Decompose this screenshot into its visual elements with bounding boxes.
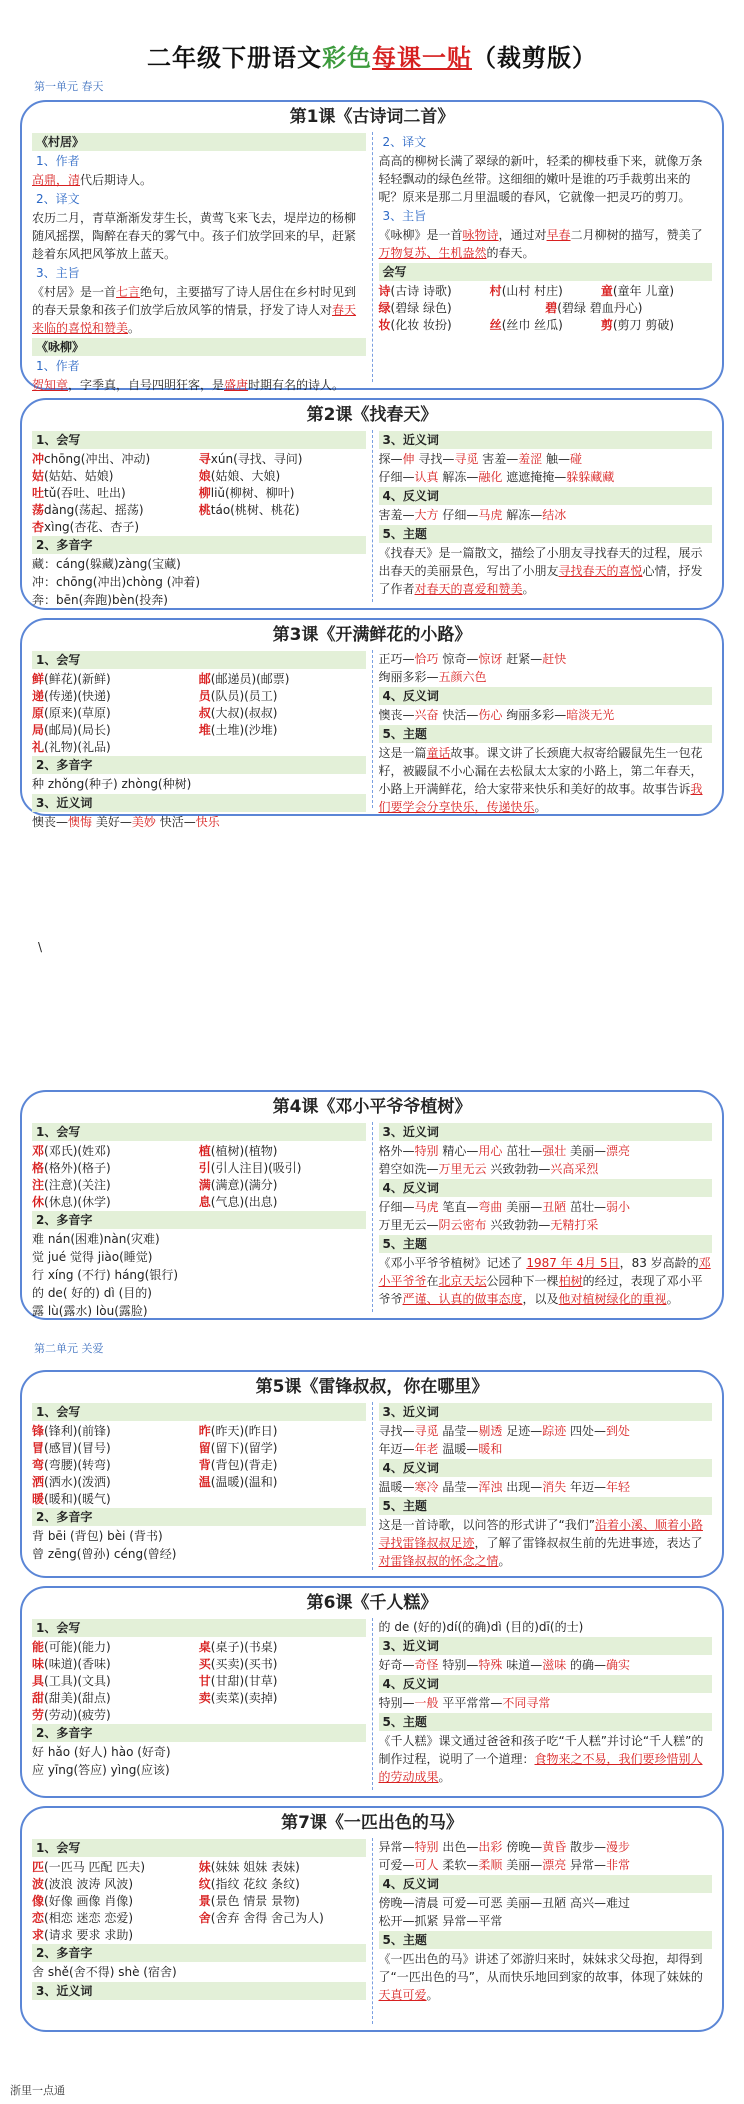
antonyms: 懊丧—兴奋 快活—伤心 绚丽多彩—暗淡无光 xyxy=(378,708,615,722)
section-heading: 1、会写 xyxy=(32,651,366,669)
theme: 《咏柳》是一首咏物诗，通过对早春二月柳树的描写，赞美了万物复苏、生机盎然的春天。 xyxy=(378,228,703,260)
section-heading: 5、主题 xyxy=(379,1235,713,1253)
section-heading: 3、主旨 xyxy=(382,209,427,223)
unit-label: 第二单元 关爱 xyxy=(34,1342,104,1355)
synonyms: 绚丽多彩—五颜六色 xyxy=(378,670,487,684)
lesson-title: 第7课《一匹出色的马》 xyxy=(281,1813,463,1833)
section-heading: 4、反义词 xyxy=(379,1675,713,1693)
section-heading: 4、反义词 xyxy=(379,487,713,505)
section-heading: 3、近义词 xyxy=(32,794,366,812)
lesson-title: 第5课《雷锋叔叔，你在哪里》 xyxy=(255,1377,489,1397)
polyphone: 觉 jué 觉得 jiào(睡觉) xyxy=(32,1250,153,1264)
polyphone: 的 de (好的)dí(的确)dì (目的)dī(的士) xyxy=(378,1620,584,1634)
section-heading: 5、主题 xyxy=(379,1497,713,1515)
synonyms: 探—伸 寻找—寻觅 害羞—羞涩 触—碰 xyxy=(378,452,583,466)
section-heading: 2、多音字 xyxy=(32,1211,366,1229)
poem-title: 《咏柳》 xyxy=(32,338,366,356)
synonyms: 寻找—寻觅 晶莹—剔透 足迹—踪迹 四处—到处 xyxy=(378,1424,631,1438)
antonyms: 仔细—马虎 笔直—弯曲 美丽—丑陋 茁壮—弱小 xyxy=(378,1200,631,1214)
theme: 《一匹出色的马》讲述了郊游归来时，妹妹求父母抱，却得到了“一匹出色的马”，从而快乐地回到家的故事，体现了妹妹的天真可爱。 xyxy=(378,1952,703,2002)
section-heading: 3、近义词 xyxy=(379,1637,713,1655)
theme: 《找春天》是一篇散文，描绘了小朋友寻找春天的过程，展示出春天的美丽景色，写出了小朋友寻找春天的喜悦心情，抒发了作者对春天的喜爱和赞美。 xyxy=(378,546,703,596)
theme: 这是一首诗歌，以问答的形式讲了“我们”沿着小溪、顺着小路寻找雷锋叔叔足迹，了解了雷锋叔叔生前的先进事迹，表达了对雷锋叔叔的怀念之情。 xyxy=(378,1518,703,1568)
footer-watermark: 浙里一点通 xyxy=(10,2084,65,2097)
theme: 《村居》是一首七言绝句，主要描写了诗人居住在乡村时见到的春天景象和孩子们放学后放风筝的情景，抒发了诗人对春天来临的喜悦和赞美。 xyxy=(32,285,357,335)
lesson-title: 第4课《邓小平爷爷植树》 xyxy=(272,1097,472,1117)
section-heading: 2、译文 xyxy=(36,192,80,206)
section-heading: 5、主题 xyxy=(379,1931,713,1949)
section-heading: 3、近义词 xyxy=(379,1403,713,1421)
lesson-card-1: 第1课《古诗词二首》 《村居》 1、作者 高鼎，清代后期诗人。 2、译文 农历二月，青草渐渐发芽生长，黄莺飞来飞去，堤岸边的杨柳随风摇摆，陶醉在春天的雾气中。孩子们放学回来的早，赶紧趁着东风把风筝放上蓝天。 3、主旨 《村居》是一首七言绝句，主要描写了诗人居住在乡村时见到的春天景象和孩子们放学后放风筝的情景，抒发了诗人对春天来临的喜悦和赞美。 《咏柳》 1、作者 贺知章，字季真，自号四明狂客，是盛唐时期有名的诗人。 2、译文 高高的柳树长满了翠绿的新叶，轻柔的柳枝垂下来，就像万条轻轻飘动的绿色丝带。这细细的嫩叶是谁的巧手裁剪出来的呢？原来是那二月里温暖的春风，它就像一把灵巧的剪刀。 3、主旨 《咏柳》是一首咏物诗，通过对早春二月柳树的描写，赞美了万物复苏、生机盎然的春天。 会写 诗(古诗 诗歌) 村(山村 村庄) 童(童年 儿童) 绿(碧绿 绿色) 碧(碧绿 碧血丹心) 妆(化妆 妆扮) 丝(丝巾 丝瓜) 剪(剪刀 剪破) xyxy=(20,100,724,390)
section-heading: 2、多音字 xyxy=(32,1944,366,1962)
section-heading: 3、近义词 xyxy=(32,1982,366,2000)
lesson-title: 第3课《开满鲜花的小路》 xyxy=(272,625,472,645)
antonyms: 傍晚—清晨 可爱—可恶 美丽—丑陋 高兴—难过 xyxy=(378,1896,630,1910)
polyphone: 种 zhǒng(种子) zhòng(种树) xyxy=(32,777,192,791)
polyphone: 的 de( 好的) dì (目的) xyxy=(32,1286,152,1300)
theme: 《千人糕》课文通过爸爸和孩子吃“千人糕”并讨论“千人糕”的制作过程，说明了一个道理：食物来之不易，我们要珍惜别人的劳动成果。 xyxy=(378,1734,704,1784)
polyphone: 难 nán(困难)nàn(灾难) xyxy=(32,1232,160,1246)
lesson-title: 第2课《找春天》 xyxy=(306,405,438,425)
polyphone: 露 lù(露水) lòu(露脸) xyxy=(32,1304,148,1318)
antonyms: 害羞—大方 仔细—马虎 解冻—结冰 xyxy=(378,508,567,522)
stray-mark: \ xyxy=(38,940,43,954)
page-title xyxy=(0,38,744,73)
title-part-highlight: 每课一贴 xyxy=(372,44,472,72)
section-heading: 1、会写 xyxy=(32,1123,366,1141)
theme: 《邓小平爷爷植树》记述了 1987 年 4月 5日，83 岁高龄的邓小平爷爷在北京天坛公园种下一棵柏树的经过，表现了邓小平爷爷严谨、认真的做事态度，以及他对植树绿化的重视。 xyxy=(378,1256,711,1306)
synonyms: 异常—特别 出色—出彩 傍晚—黄昏 散步—漫步 xyxy=(378,1840,631,1854)
synonyms: 正巧—恰巧 惊奇—惊讶 赶紧—赶快 xyxy=(378,652,567,666)
lesson-card-3: 第3课《开满鲜花的小路》 1、会写 鲜(鲜花)(新鲜) 邮(邮递员)(邮票) 递(传递)(快递) 员(队员)(员工) 原(原来)(草原) 叔(大叔)(叔叔) 局(邮局)(局长) 堆(土堆)(沙堆) 礼(礼物)(礼品) 2、多音字 种 zhǒng(种子) zhòng(种树) 3、近义词 懊丧—懊悔 美好—美妙 快活—快乐 正巧—恰巧 惊奇—惊讶 赶紧—赶快 绚丽多彩—五颜六色 4、反义词 懊丧—兴奋 快活—伤心 绚丽多彩—暗淡无光 5、主题 这是一篇童话故事。课文讲了长颈鹿大叔寄给鼹鼠先生一包花籽，被鼹鼠不小心漏在去松鼠太太家的小路上，第二年春天，小路上开满鲜花，给大家带来快乐和美好的故事。故事告诉我们要学会分享快乐，传递快乐。 xyxy=(20,618,724,816)
section-heading: 4、反义词 xyxy=(379,1179,713,1197)
theme: 这是一篇童话故事。课文讲了长颈鹿大叔寄给鼹鼠先生一包花籽，被鼹鼠不小心漏在去松鼠太太家的小路上，第二年春天，小路上开满鲜花，给大家带来快乐和美好的故事。故事告诉我们要学会分享快乐，传递快乐。 xyxy=(378,746,703,814)
poem-title: 《村居》 xyxy=(32,133,366,151)
text: 代后期诗人。 xyxy=(80,173,153,187)
title-part: （裁剪版） xyxy=(472,44,597,72)
section-heading: 1、会写 xyxy=(32,1839,366,1857)
section-heading: 2、多音字 xyxy=(32,536,366,554)
polyphone: 好 hǎo (好人) hào (好奇) xyxy=(32,1745,171,1759)
section-heading: 2、译文 xyxy=(382,135,427,149)
section-heading: 2、多音字 xyxy=(32,756,366,774)
synonyms: 可爱—可人 柔软—柔顺 美丽—漂亮 异常—非常 xyxy=(378,1858,631,1872)
section-heading: 5、主题 xyxy=(379,1713,713,1731)
section-heading: 5、主题 xyxy=(379,525,713,543)
section-heading: 1、会写 xyxy=(32,1619,366,1637)
polyphone: 行 xíng (不行) háng(银行) xyxy=(32,1268,179,1282)
section-heading: 1、作者 xyxy=(36,154,80,168)
antonyms: 温暖—寒冷 晶莹—浑浊 出现—消失 年迈—年轻 xyxy=(378,1480,631,1494)
section-heading: 2、多音字 xyxy=(32,1508,366,1526)
author-line: 贺知章，字季真，自号四明狂客，是盛唐时期有名的诗人。 xyxy=(32,378,345,392)
lesson-card-7: 第7课《一匹出色的马》 1、会写 匹(一匹马 匹配 匹夫) 妹(妹妹 姐妹 表妹) 波(波浪 波涛 风波) 纹(指纹 花纹 条纹) 像(好像 画像 肖像) 景(景色 情景 景物) 恋(相恋 迷恋 恋爱) 舍(舍弃 舍得 舍己为人) 求(请求 要求 求助) 2、多音字 舍 shě(舍不得) shè (宿舍) 3、近义词 异常—特别 出色—出彩 傍晚—黄昏 散步—漫步 可爱—可人 柔软—柔顺 美丽—漂亮 异常—非常 4、反义词 傍晚—清晨 可爱—可恶 美丽—丑陋 高兴—难过 松开—抓紧 异常—平常 5、主题 《一匹出色的马》讲述了郊游归来时，妹妹求父母抱，却得到了“一匹出色的马”，从而快乐地回到家的故事，体现了妹妹的天真可爱。 xyxy=(20,1806,724,2032)
section-heading: 3、近义词 xyxy=(379,1123,713,1141)
section-heading: 5、主题 xyxy=(379,725,713,743)
synonyms: 碧空如洗—万里无云 兴致勃勃—兴高采烈 xyxy=(378,1162,599,1176)
section-heading: 1、会写 xyxy=(32,431,366,449)
lesson-card-4: 第4课《邓小平爷爷植树》 1、会写 邓(邓氏)(姓邓) 植(植树)(植物) 格(格外)(格子) 引(引人注目)(吸引) 注(注意)(关注) 满(满意)(满分) 休(休息)(休学) 息(气息)(出息) 2、多音字 难 nán(困难)nàn(灾难) 觉 jué 觉得 jiào(睡觉) 行 xíng (不行) háng(银行) 的 de( 好的) dì (目的) 露 lù(露水) lòu(露脸) 3、近义词 格外—特别 精心—用心 茁壮—强壮 美丽—漂亮 碧空如洗—万里无云 兴致勃勃—兴高采烈 4、反义词 仔细—马虎 笔直—弯曲 美丽—丑陋 茁壮—弱小 万里无云—阴云密布 兴致勃勃—无精打采 5、主题 《邓小平爷爷植树》记述了 1987 年 4月 5日，83 岁高龄的邓小平爷爷在北京天坛公园种下一棵柏树的经过，表现了邓小平爷爷严谨、认真的做事态度，以及他对植树绿化的重视。 xyxy=(20,1090,724,1320)
section-heading: 会写 xyxy=(379,263,713,281)
synonyms: 好奇—奇怪 特别—特殊 味道—滋味 的确—确实 xyxy=(378,1658,631,1672)
synonyms: 仔细—认真 解冻—融化 遮遮掩掩—躲躲藏藏 xyxy=(378,470,615,484)
section-heading: 1、会写 xyxy=(32,1403,366,1421)
antonyms: 松开—抓紧 异常—平常 xyxy=(378,1914,503,1928)
translation: 高高的柳树长满了翠绿的新叶，轻柔的柳枝垂下来，就像万条轻轻飘动的绿色丝带。这细细的嫩叶是谁的巧手裁剪出来的呢？原来是那二月里温暖的春风，它就像一把灵巧的剪刀。 xyxy=(378,154,703,204)
antonyms: 万里无云—阴云密布 兴致勃勃—无精打采 xyxy=(378,1218,599,1232)
antonyms: 特别—一般 平平常常—不同寻常 xyxy=(378,1696,551,1710)
synonyms: 懊丧—懊悔 美好—美妙 快活—快乐 xyxy=(32,815,220,829)
polyphone: 藏：cáng(躲藏)zàng(宝藏) xyxy=(32,557,181,571)
synonyms: 年迈—年老 温暖—暖和 xyxy=(378,1442,503,1456)
lesson-card-6: 第6课《千人糕》 1、会写 能(可能)(能力) 桌(桌子)(书桌) 味(味道)(香味) 买(买卖)(买书) 具(工具)(文具) 甘(甘甜)(甘草) 甜(甜美)(甜点) 卖(卖菜)(卖掉) 劳(劳动)(疲劳) 2、多音字 好 hǎo (好人) hào (好奇) 应 yīng(答应) yìng(应该) 的 de (好的)dí(的确)dì (目的)dī(的士) 3、近义词 好奇—奇怪 特别—特殊 味道—滋味 的确—确实 4、反义词 特别—一般 平平常常—不同寻常 5、主题 《千人糕》课文通过爸爸和孩子吃“千人糕”并讨论“千人糕”的制作过程，说明了一个道理：食物来之不易，我们要珍惜别人的劳动成果。 xyxy=(20,1586,724,1798)
polyphone: 奔：bēn(奔跑)bèn(投奔) xyxy=(32,593,168,607)
section-heading: 1、作者 xyxy=(36,359,80,373)
section-heading: 3、近义词 xyxy=(379,431,713,449)
lesson-card-5: 第5课《雷锋叔叔，你在哪里》 1、会写 锋(锋利)(前锋) 昨(昨天)(昨日) 冒(感冒)(冒号) 留(留下)(留学) 弯(弯腰)(转弯) 背(背包)(背走) 洒(洒水)(泼洒) 温(温暖)(温和) 暖(暖和)(暖气) 2、多音字 背 bēi (背包) bèi (背书) 曾 zēng(曾孙) céng(曾经) 3、近义词 寻找—寻觅 晶莹—剔透 足迹—踪迹 四处—到处 年迈—年老 温暖—暖和 4、反义词 温暖—寒冷 晶莹—浑浊 出现—消失 年迈—年轻 5、主题 这是一首诗歌，以问答的形式讲了“我们”沿着小溪、顺着小路寻找雷锋叔叔足迹，了解了雷锋叔叔生前的先进事迹，表达了对雷锋叔叔的怀念之情。 xyxy=(20,1370,724,1578)
polyphone: 应 yīng(答应) yìng(应该) xyxy=(32,1763,170,1777)
title-part: 二年级下册语文 xyxy=(147,44,322,72)
section-heading: 4、反义词 xyxy=(379,1459,713,1477)
lesson-title: 第1课《古诗词二首》 xyxy=(289,107,455,127)
polyphone: 舍 shě(舍不得) shè (宿舍) xyxy=(32,1965,177,1979)
synonyms: 格外—特别 精心—用心 茁壮—强壮 美丽—漂亮 xyxy=(378,1144,631,1158)
author: 高鼎，清 xyxy=(32,173,81,187)
lesson-card-2: 第2课《找春天》 1、会写 冲chōng(冲出、冲动) 寻xún(寻找、寻问) 姑(姑姑、姑娘) 娘(姑娘、大娘) 吐tǔ(吞吐、吐出) 柳liǔ(柳树、柳叶) 荡dàng(荡起、摇荡) 桃táo(桃树、桃花) 杏xìng(杏花、杏子) 2、多音字 藏：cáng(躲藏)zàng(宝藏) 冲：chōng(冲出)chòng (冲着) 奔：bēn(奔跑)bèn(投奔) 3、近义词 探—伸 寻找—寻觅 害羞—羞涩 触—碰 仔细—认真 解冻—融化 遮遮掩掩—躲躲藏藏 4、反义词 害羞—大方 仔细—马虎 解冻—结冰 5、主题 《找春天》是一篇散文，描绘了小朋友寻找春天的过程，展示出春天的美丽景色，写出了小朋友寻找春天的喜悦心情，抒发了作者对春天的喜爱和赞美。 xyxy=(20,398,724,610)
section-heading: 3、主旨 xyxy=(36,266,80,280)
polyphone: 曾 zēng(曾孙) céng(曾经) xyxy=(32,1547,177,1561)
polyphone: 冲：chōng(冲出)chòng (冲着) xyxy=(32,575,201,589)
section-heading: 2、多音字 xyxy=(32,1724,366,1742)
lesson-title: 第6课《千人糕》 xyxy=(306,1593,438,1613)
section-heading: 4、反义词 xyxy=(379,687,713,705)
title-part-colored: 彩色 xyxy=(322,44,372,72)
unit-label: 第一单元 春天 xyxy=(34,80,104,93)
polyphone: 背 bēi (背包) bèi (背书) xyxy=(32,1529,163,1543)
section-heading: 4、反义词 xyxy=(379,1875,713,1893)
translation: 农历二月，青草渐渐发芽生长，黄莺飞来飞去，堤岸边的杨柳随风摇摆，陶醉在春天的雾气中。孩子们放学回来的早，赶紧趁着东风把风筝放上蓝天。 xyxy=(32,211,357,261)
